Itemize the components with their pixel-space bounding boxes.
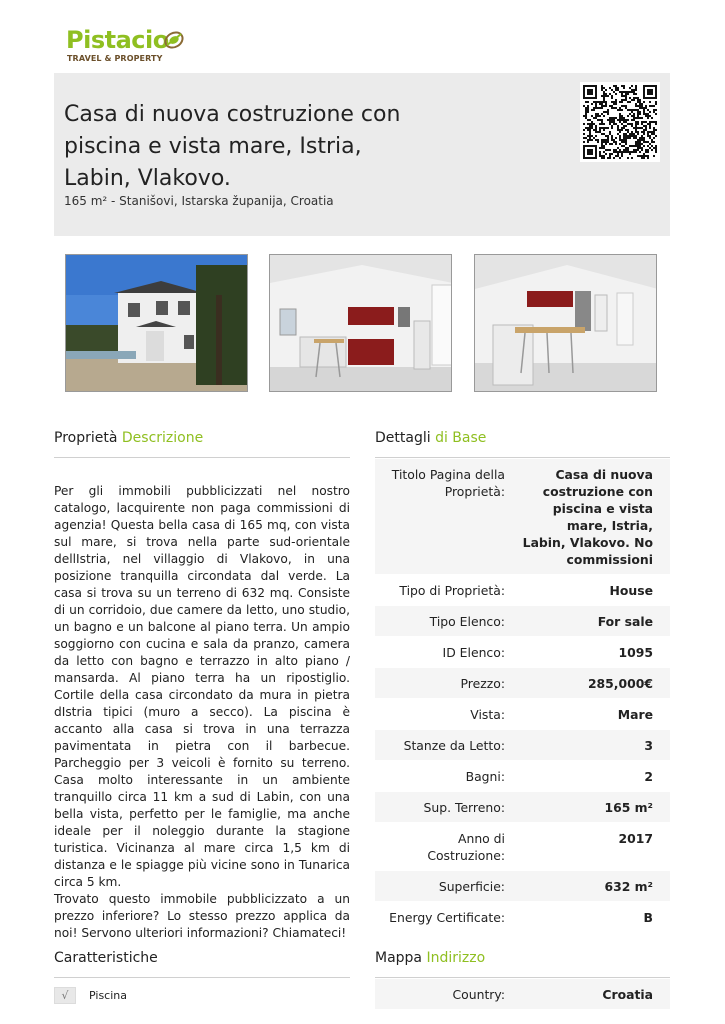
feature-label: Piscina	[89, 988, 127, 1002]
table-row: Energy Certificate: B	[375, 902, 670, 933]
description-divider	[54, 457, 350, 458]
features-divider	[54, 977, 350, 978]
property-header	[54, 73, 670, 236]
table-row: Bagni: 2	[375, 761, 670, 792]
brand-logo	[66, 26, 196, 66]
table-row: Tipo Elenco: For sale	[375, 606, 670, 637]
table-row: Superficie: 632 m²	[375, 871, 670, 902]
kitchen-interior-photo[interactable]	[269, 254, 452, 392]
property-description	[54, 483, 350, 942]
table-row: ID Elenco: 1095	[375, 637, 670, 668]
description-paragraph: Per gli immobili pubblicizzati nel nostro catalogo, lacquirente non paga commissioni di agenzia! Questa bella casa di 165 mq, con vista sul mare, si trova nella parte sud-orientale dellIstria, nel villaggio di Vlakovo, in una posizione tranquilla circondata dal verde. La casa si trova su un terreno di 632 mq. Consiste di un corridoio, due camere da letto, uno studio, un bagno e un balcone al piano terra. Un ampio soggiorno con cucina e sala da pranzo, camera da letto con bagno e terrazzo in alto piano / mansarda. Al piano terra ha un ripostiglio. Cortile della casa circondato da mura in pietra dIstria tipici (muro a secco). La piscina è accanto alla casa si trova in una terrazza pavimentata in pietra con il barbecue. Parcheggio per 3 veicoli è fornito su terreno. Casa molto interessante in un ambiente tranquillo circa 11 km a sud di Labin, con una bella vista, perfetto per le famiglie, ma anche ideale per il noleggio durante la stagione turistica. Vicinanza al mare circa 1,5 km di distanza e le spiagge più vicine sono in Tunarica circa 5 km.	[54, 484, 350, 889]
checkmark-icon: √	[54, 987, 76, 1004]
dining-area-photo[interactable]	[474, 254, 657, 392]
features-section-title: Caratteristiche	[54, 950, 158, 966]
property-title: Casa di nuova costruzione con piscina e vista mare, Istria, Labin, Vlakovo.	[64, 102, 401, 191]
brand-tagline: TRAVEL & PROPERTY	[67, 54, 163, 63]
feature-item	[54, 986, 127, 1004]
table-row: Anno di Costruzione: 2017	[375, 823, 670, 871]
description-paragraph: Trovato questo immobile pubblicizzato a un prezzo inferiore? Lo stesso prezzo applica da noi! Servono ulteriori informazioni? Chiamateci!	[54, 892, 350, 940]
details-table	[375, 459, 670, 933]
brand-name: Pistacio	[66, 26, 169, 54]
details-section-title: Dettagli di Base	[375, 430, 487, 446]
pistachio-leaf-icon	[163, 30, 185, 50]
table-row: Tipo di Proprietà: House	[375, 575, 670, 606]
details-divider	[375, 457, 670, 458]
map-section-title: Mappa Indirizzo	[375, 950, 486, 966]
table-row: Country: Croatia	[375, 979, 670, 1009]
house-exterior-photo[interactable]	[65, 254, 248, 392]
table-row: Stanze da Letto: 3	[375, 730, 670, 761]
table-row: Sup. Terreno: 165 m²	[375, 792, 670, 823]
description-section-title: Proprietà Descrizione	[54, 430, 204, 446]
map-divider	[375, 977, 670, 978]
table-row: Vista: Mare	[375, 699, 670, 730]
qr-code-icon	[580, 82, 660, 162]
table-row: Prezzo: 285,000€	[375, 668, 670, 699]
table-row: Titolo Pagina della Proprietà: Casa di nuova costruzione con piscina e vista mare, Istria, Labin, Vlakovo. No commissioni	[375, 459, 670, 575]
property-subtitle: 165 m² - Stanišovi, Istarska županija, Croatia	[64, 194, 334, 208]
